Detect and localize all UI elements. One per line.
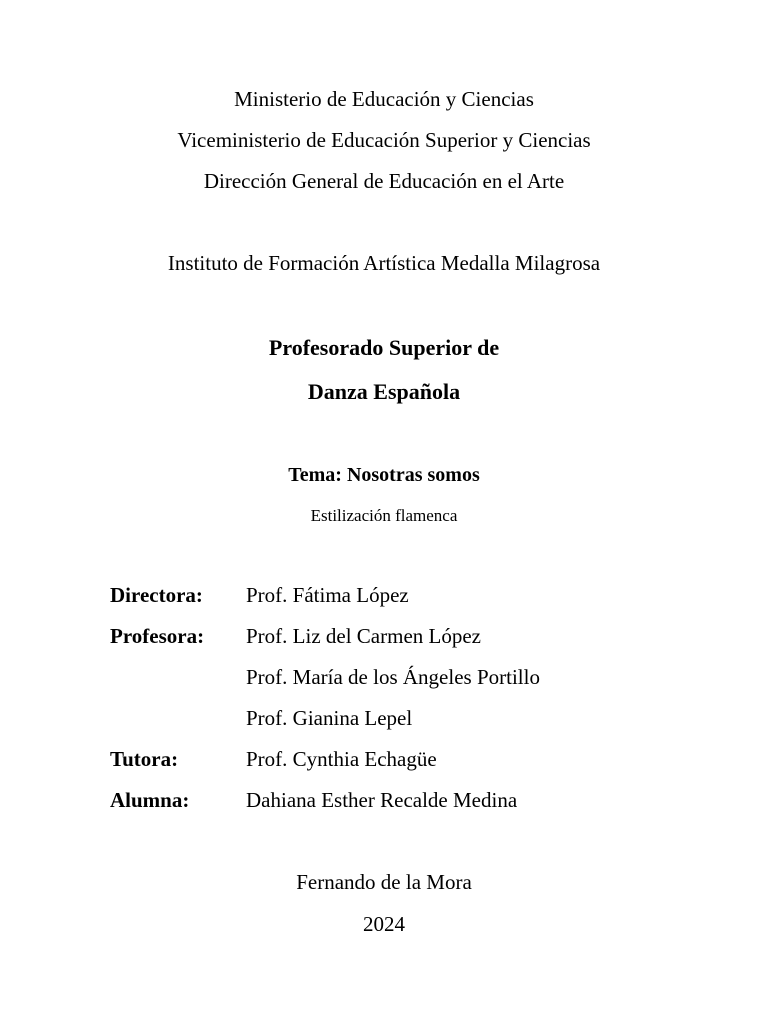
credit-row-tutora [0, 749, 768, 773]
ministry-heading: Ministerio de Educación y Ciencias [234, 87, 534, 111]
credit-name: Prof. Fátima López [246, 583, 409, 607]
direction-heading: Dirección General de Educación en el Arte [203, 169, 565, 193]
credit-name: Prof. Liz del Carmen López [246, 624, 481, 648]
credit-row-directora [0, 585, 768, 609]
credit-row-alumna [0, 790, 768, 814]
credit-name: Prof. María de los Ángeles Portillo [246, 665, 540, 689]
credit-name: Dahiana Esther Recalde Medina [246, 788, 518, 812]
credit-role: Tutora: [110, 747, 179, 771]
credit-role: Profesora: [110, 624, 205, 648]
theme-subtitle: Estilización flamenca [310, 506, 458, 525]
credit-row-profesora-3 [0, 708, 768, 732]
theme-title: Tema: Nosotras somos [288, 464, 480, 486]
vice-ministry-heading: Viceministerio de Educación Superior y Ciencias [177, 128, 591, 152]
credit-row-profesora-2 [0, 667, 768, 691]
institute-heading: Instituto de Formación Artística Medalla Milagrosa [167, 251, 601, 275]
degree-title-line2: Danza Española [307, 379, 461, 404]
credit-name: Prof. Gianina Lepel [246, 706, 413, 730]
city-footer: Fernando de la Mora [296, 870, 472, 894]
year-footer: 2024 [363, 912, 405, 936]
credit-name: Prof. Cynthia Echagüe [246, 747, 437, 771]
degree-title-line1: Profesorado Superior de [268, 335, 500, 360]
credit-row-profesora [0, 626, 768, 650]
credit-role: Directora: [110, 583, 203, 607]
credit-role: Alumna: [110, 788, 190, 812]
